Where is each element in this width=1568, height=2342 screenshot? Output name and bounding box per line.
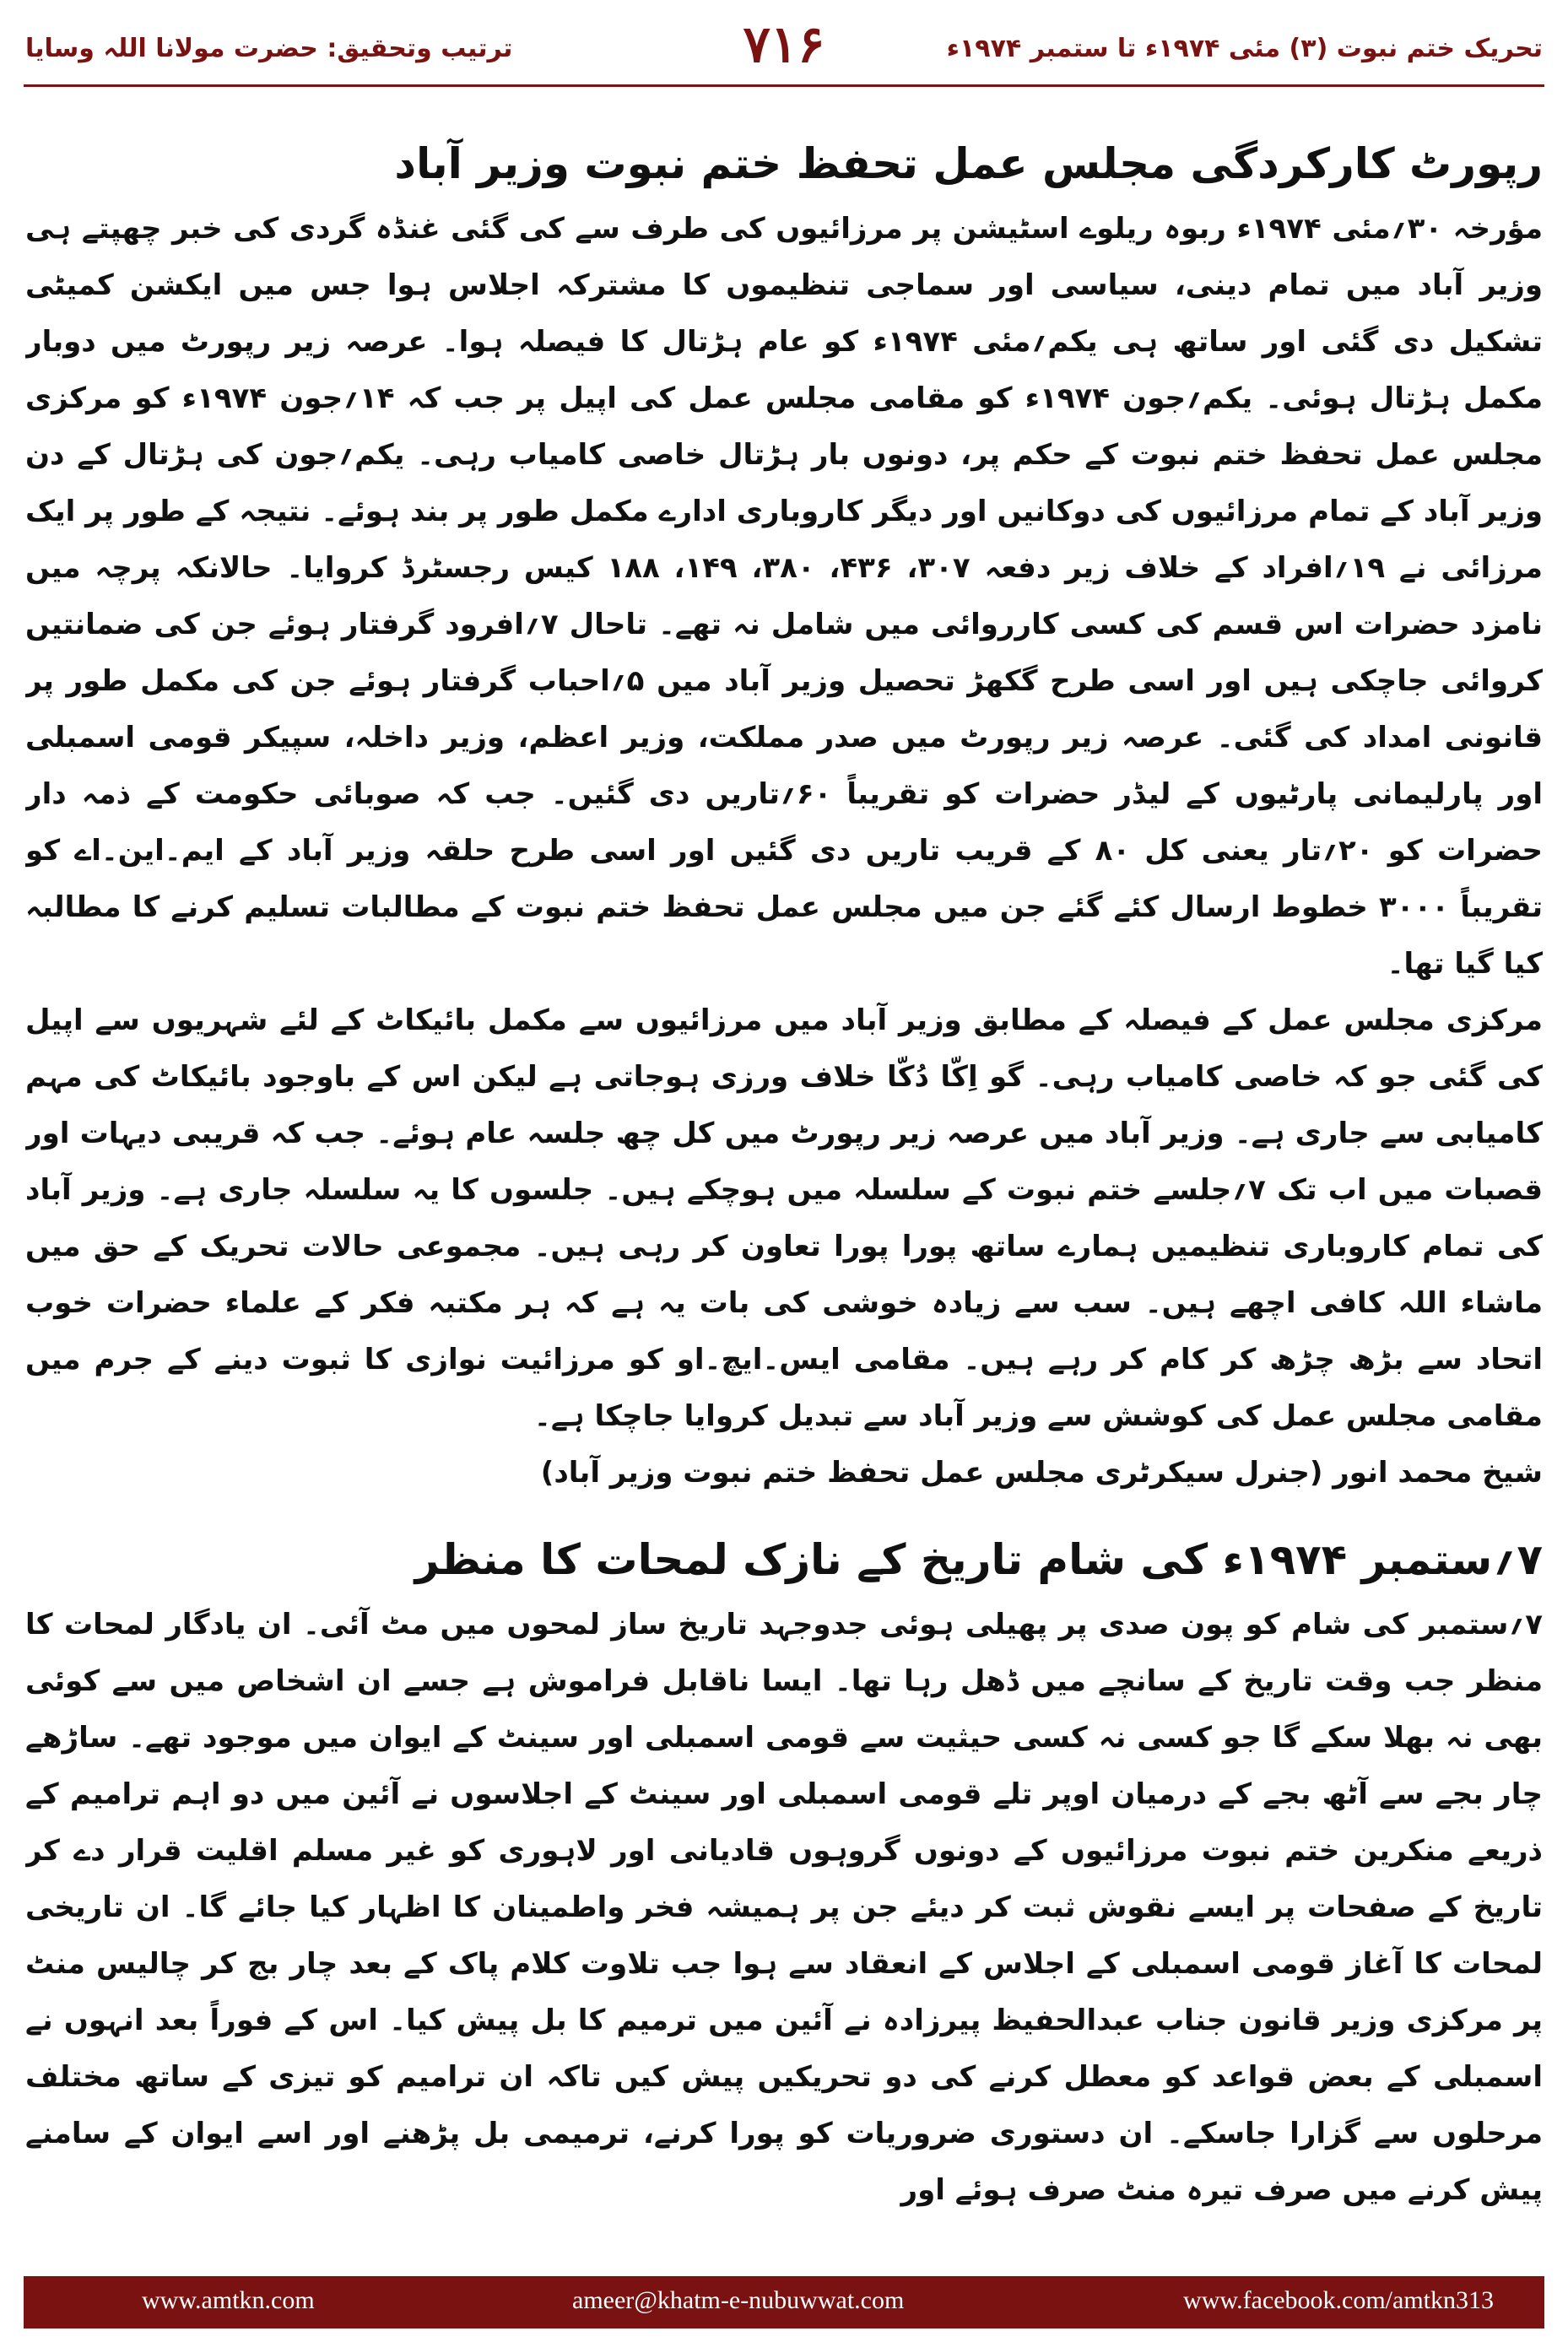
paragraph: ۷؍ستمبر کی شام کو پون صدی پر پھیلی ہوئی جدوجہد تاریخ ساز لمحوں میں مٹ آئی۔ ان یادگار لمحات کا منظر جب وقت تاریخ کے سانچے میں ڈھل رہا تھا۔ ایسا ناقابل فراموش ہے جسے ان اشخاص میں سے کوئی بھی نہ بھلا سکے گا جو کسی نہ کسی حیثیت سے قومی اسمبلی اور سینٹ کے ایوان میں موجود تھے۔ ساڑھے چار بجے سے آٹھ بجے کے درمیان اوپر تلے قومی اسمبلی اور سینٹ کے اجلاسوں نے آئین میں دو اہم ترامیم کے ذریعے منکرین ختم نبوت مرزائیوں کے دونوں گروہوں قادیانی اور لاہوری کو غیر مسلم اقلیت قرار دے کر تاریخ کے صفحات پر ایسے نقوش ثبت کر دیئے جن پر ہمیشہ فخر واطمینان کا اظہار کیا جائے گا۔ ان تاریخی لمحات کا آغاز قومی اسمبلی کے اجلاس کے انعقاد سے ہوا جب تلاوت کلام پاک کے بعد چار بج کر چالیس منٹ پر مرکزی وزیر قانون جناب عبدالحفیظ پیرزادہ نے آئین میں ترمیم کا بل پیش کیا۔ اس کے فوراً بعد انہوں نے اسمبلی کے بعض قواعد کو معطل کرنے کی دو تحریکیں پیش کیں تاکہ ان ترامیم کو تیزی کے ساتھ مختلف مرحلوں سے گزارا جاسکے۔ ان دستوری ضروریات کو پورا کرنے، ترمیمی بل پڑھنے اور اسے ایوان کے سامنے پیش کرنے میں صرف تیرہ منٹ صرف ہوئے اور — [25, 1608, 1543, 2207]
paragraph: مؤرخہ ۳۰؍مئی ۱۹۷۴ء ربوہ ریلوے اسٹیشن پر مرزائیوں کی طرف سے کی گئی غنڈہ گردی کی خبر چھپتے ہی وزیر آباد میں تمام دینی، سیاسی اور سماجی تنظیموں کا مشترکہ اجلاس ہوا جس میں ایکشن کمیٹی تشکیل دی گئی اور ساتھ ہی یکم؍مئی ۱۹۷۴ء کو عام ہڑتال کا فیصلہ ہوا۔ عرصہ زیر رپورٹ میں دوبار مکمل ہڑتال ہوئی۔ یکم؍جون ۱۹۷۴ء کو مقامی مجلس عمل کی اپیل پر جب کہ ۱۴؍جون ۱۹۷۴ء کو مرکزی مجلس عمل تحفظ ختم نبوت کے حکم پر، دونوں بار ہڑتال خاصی کامیاب رہی۔ یکم؍جون کی ہڑتال کے دن وزیر آباد کے تمام مرزائیوں کی دوکانیں اور دیگر کاروباری ادارے مکمل طور پر بند ہوئے۔ نتیجہ کے طور پر ایک مرزائی نے ۱۹؍افراد کے خلاف زیر دفعہ ۳۰۷، ۴۳۶، ۳۸۰، ۱۴۹، ۱۸۸ کیس رجسٹرڈ کروایا۔ حالانکہ پرچہ میں نامزد حضرات اس قسم کی کسی کارروائی میں شامل نہ تھے۔ تاحال ۷؍افرود گرفتار ہوئے جن کی ضمانتیں کروائی جاچکی ہیں اور اسی طرح گکھڑ تحصیل وزیر آباد میں ۵؍احباب گرفتار ہوئے جن کی مکمل طور پر قانونی امداد کی گئی۔ عرصہ زیر رپورٹ میں صدر مملکت، وزیر اعظم، وزیر داخلہ، سپیکر قومی اسمبلی اور پارلیمانی پارٹیوں کے لیڈر حضرات کو تقریباً ۶۰؍تاریں دی گئیں۔ جب کہ صوبائی حکومت کے ذمہ دار حضرات کو ۲۰؍تار یعنی کل ۸۰ کے قریب تاریں دی گئیں اور اسی طرح حلقہ وزیر آباد کے ایم۔این۔اے کو تقریباً ۳۰۰۰ خطوط ارسال کئے گئے جن میں مجلس عمل تحفظ ختم نبوت کے مطالبات تسلیم کرنے کا مطالبہ کیا گیا تھا۔ — [25, 212, 1543, 981]
page-number: ۷۱۶ — [743, 15, 825, 74]
september-body — [25, 1597, 1543, 2219]
section-september-7 — [25, 1523, 1543, 2219]
facebook-link[interactable]: www.facebook.com/amtkn313 — [1183, 2286, 1494, 2314]
paragraph: مرکزی مجلس عمل کے فیصلہ کے مطابق وزیر آباد میں مرزائیوں سے مکمل بائیکاٹ کے لئے شہریوں سے اپیل کی گئی جو کہ خاصی کامیاب رہی۔ گو اِکّا دُکّا خلاف ورزی ہوجاتی ہے لیکن اس کے باوجود بائیکاٹ کی مہم کامیابی سے جاری ہے۔ وزیر آباد میں عرصہ زیر رپورٹ میں کل چھ جلسہ عام ہوئے۔ جب کہ قریبی دیہات اور قصبات میں اب تک ۷؍جلسے ختم نبوت کے سلسلہ میں ہوچکے ہیں۔ جلسوں کا یہ سلسلہ جاری ہے۔ وزیر آباد کی تمام کاروباری تنظیمیں ہمارے ساتھ پورا پورا تعاون کر رہی ہیں۔ مجموعی حالات تحریک کے حق میں ماشاء اللہ کافی اچھے ہیں۔ سب سے زیادہ خوشی کی بات یہ ہے کہ ہر مکتبہ فکر کے علماء حضرات خوب اتحاد سے بڑھ چڑھ کر کام کر رہے ہیں۔ مقامی ایس۔ایچ۔او کو مرزائیت نوازی کا ثبوت دینے کے جرم میں مقامی مجلس عمل کی کوشش سے وزیر آباد سے تبدیل کروایا جاچکا ہے۔ — [25, 1003, 1543, 1433]
article-body — [25, 127, 1543, 2245]
series-title: تحریک ختم نبوت (۳) مئی ۱۹۷۴ء تا ستمبر ۱۹۷۴ء — [946, 34, 1543, 63]
header-divider — [24, 84, 1544, 87]
report-body — [25, 201, 1543, 1445]
email-link[interactable]: ameer@khatm-e-nubuwwat.com — [572, 2286, 905, 2314]
report-signature: شیخ محمد انور (جنرل سیکرٹری مجلس عمل تحفظ ختم نبوت وزیر آباد) — [540, 1456, 1543, 1490]
section-title-september: ۷؍ستمبر ۱۹۷۴ء کی شام تاریخ کے نازک لمحات کا منظر — [414, 1535, 1543, 1584]
section-title-report: رپورٹ کارکردگی مجلس عمل تحفظ ختم نبوت وزیر آباد — [394, 139, 1543, 188]
website-link[interactable]: www.amtkn.com — [142, 2286, 315, 2314]
page-footer — [24, 2276, 1544, 2328]
compiler-credit: ترتیب وتحقیق: حضرت مولانا اللہ وسایا — [25, 34, 513, 63]
page-header — [0, 0, 1568, 93]
